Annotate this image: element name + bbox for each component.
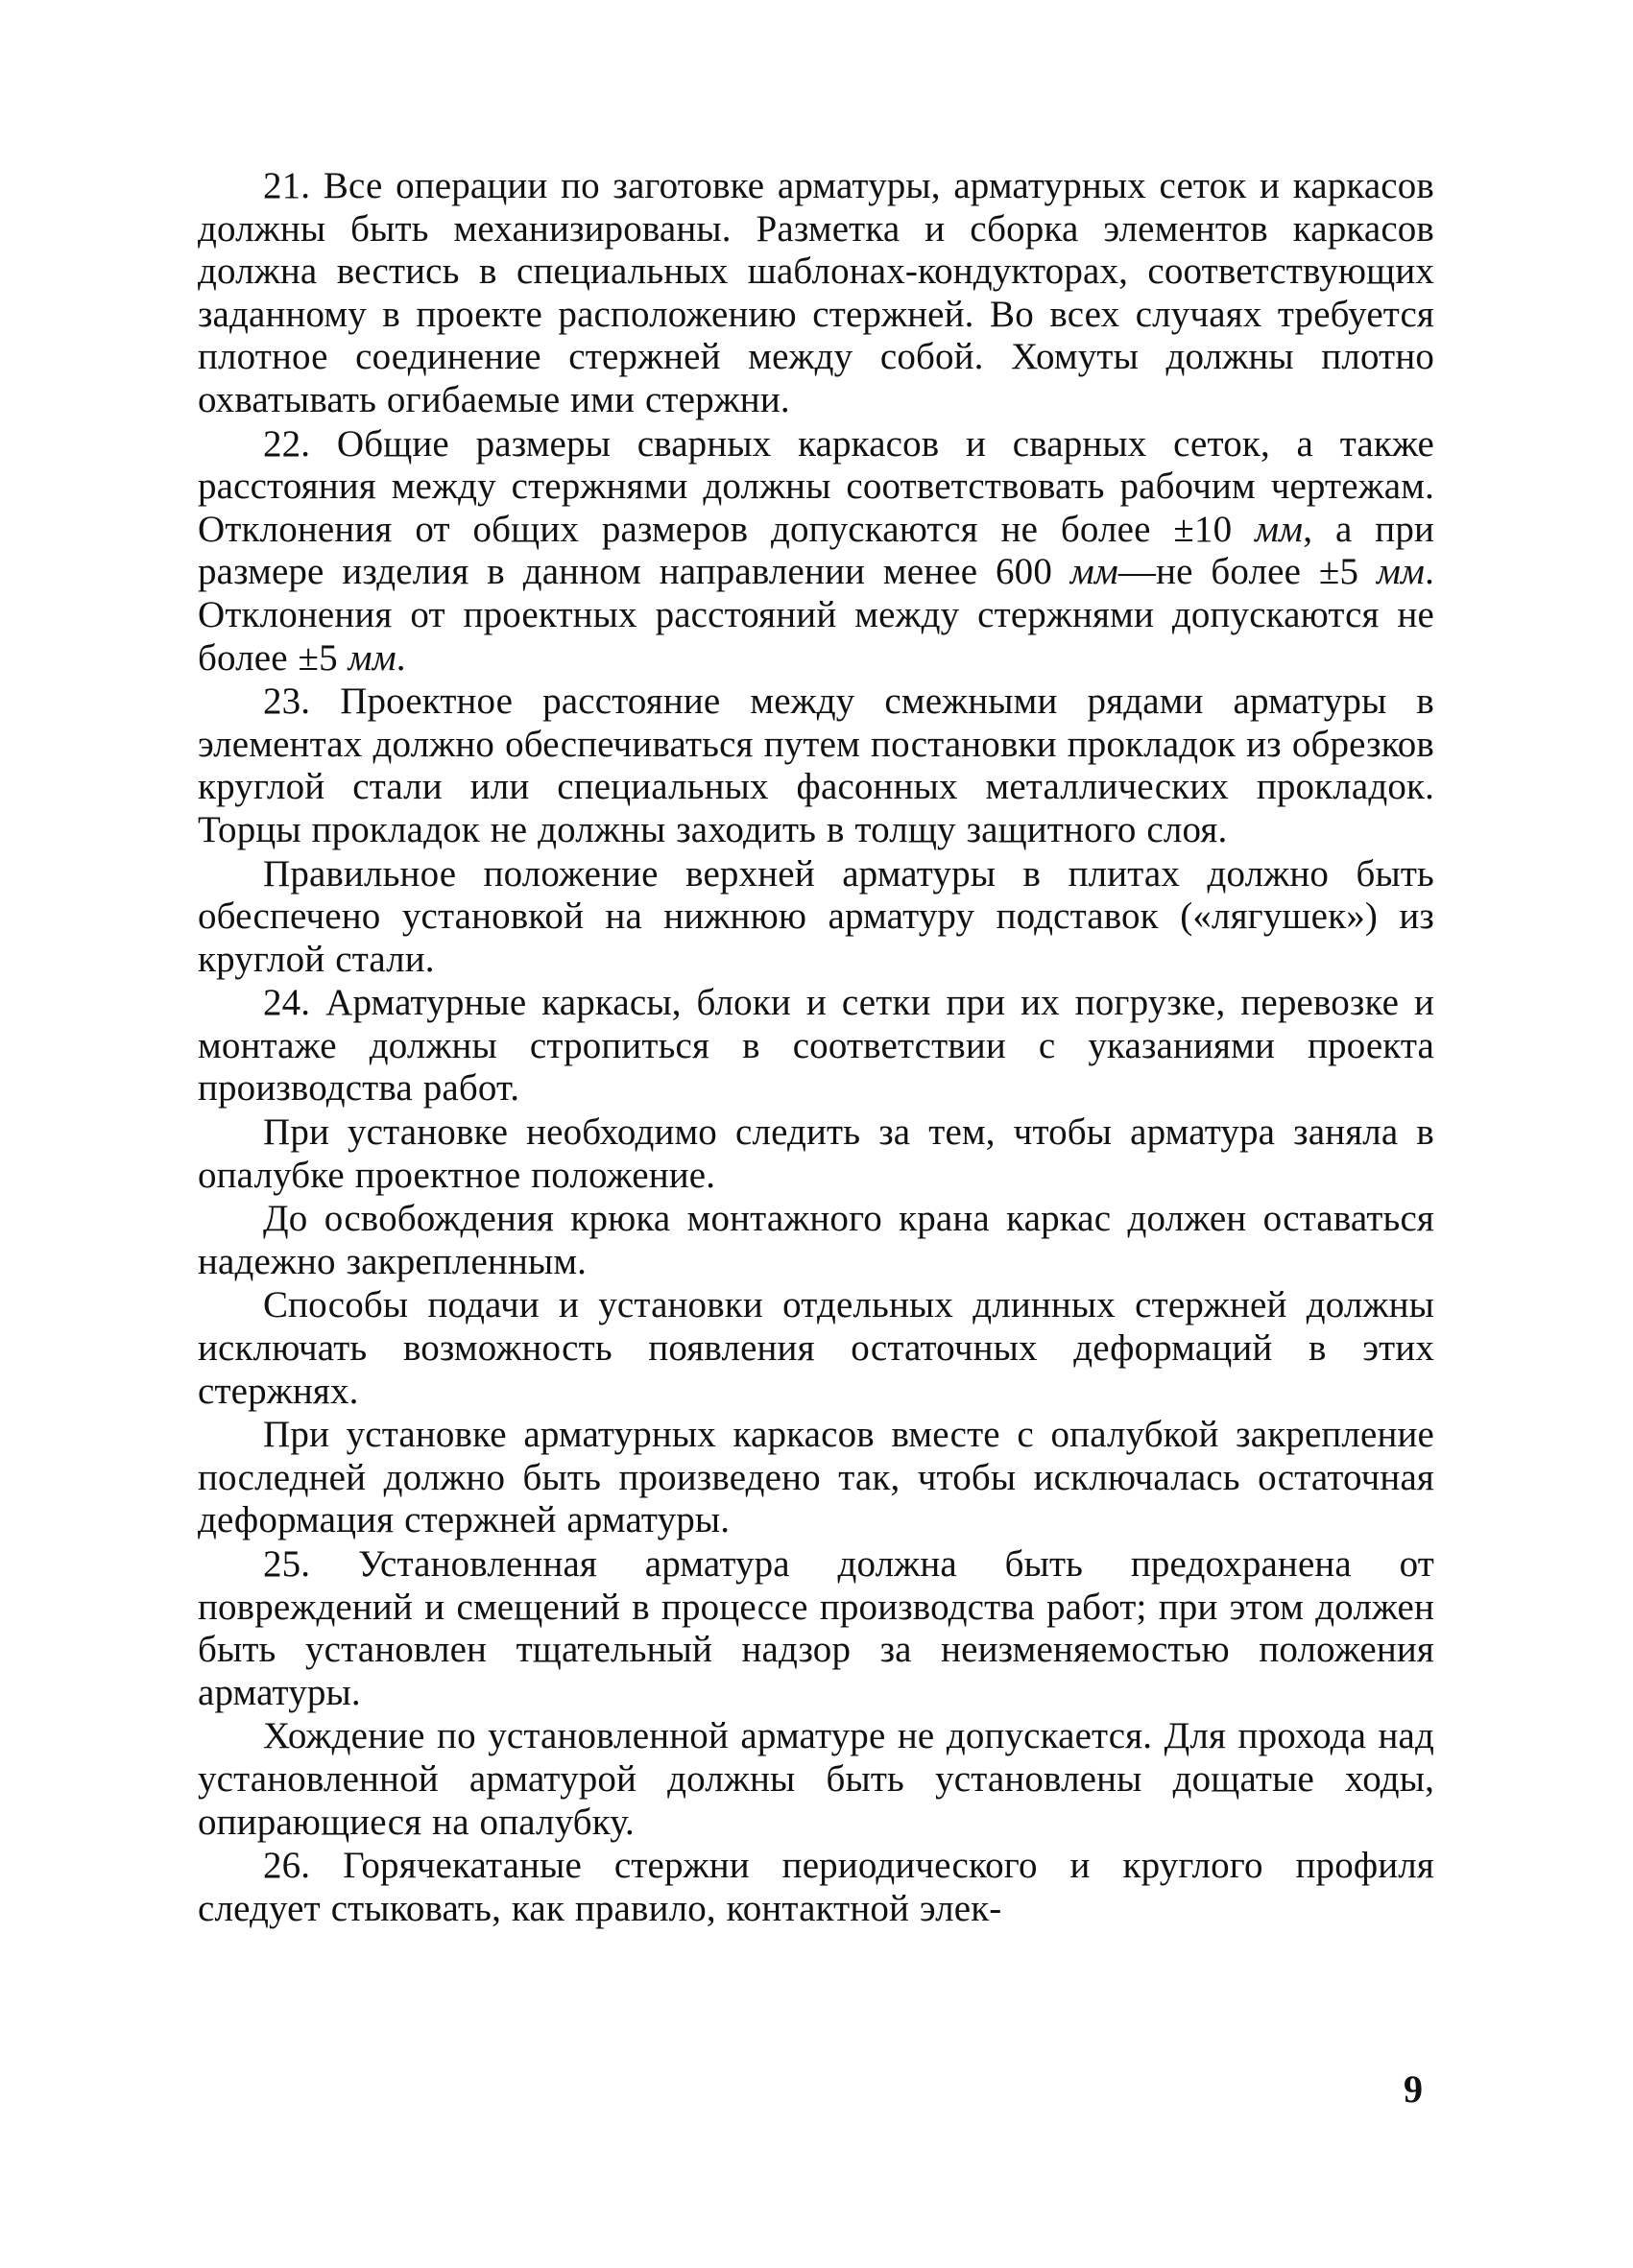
paragraph-text: Способы подачи и установки отдельных длинных стержней должны исключать возможность появления остаточных деформаций в этих стержнях. xyxy=(198,1284,1434,1412)
paragraph-24-long-bars xyxy=(198,1284,1434,1413)
paragraph-text: При установке необходимо следить за тем, чтобы арматура заняла в опалубке проектное положение. xyxy=(198,1111,1434,1196)
paragraph-24 xyxy=(198,982,1434,1110)
paragraph-text: 24. Арматурные каркасы, блоки и сетки при их погрузке, перевозке и монтаже должны стропиться в соответствии с указаниями проекта производства работ. xyxy=(198,982,1434,1110)
paragraph-text: При установке арматурных каркасов вместе с опалубкой закрепление последней должно быть произведено так, чтобы исключалась остаточная деформация стержней арматуры. xyxy=(198,1414,1434,1541)
paragraph-22 xyxy=(198,423,1434,680)
paragraph-25 xyxy=(198,1543,1434,1714)
paragraph-24-formwork xyxy=(198,1414,1434,1542)
paragraph-text: Хождение по установленной арматуре не допускается. Для прохода над установленной арматурой должны быть установлены дощатые ходы, опирающиеся на опалубку. xyxy=(198,1715,1434,1843)
unit-mm: мм xyxy=(1069,551,1118,593)
unit-mm: мм xyxy=(1255,508,1304,550)
paragraph-26 xyxy=(198,1845,1434,1930)
paragraph-23 xyxy=(198,680,1434,851)
body-text xyxy=(198,165,1434,1931)
paragraph-text: 21. Все операции по заготовке арматуры, арматурных сеток и каркасов должны быть механизированы. Разметка и сборка элементов каркасов должна вестись в специальных шаблонах-кондукторах, соответствующих заданному в проекте расположению стержней. Во всех случаях требуется плотное соединение стержней между собой. Хомуты должны плотно охватывать огибаемые ими стержни. xyxy=(198,165,1434,420)
paragraph-text: До освобождения крюка монтажного крана каркас должен оставаться надежно закрепленным. xyxy=(198,1198,1434,1282)
paragraph-24-crane xyxy=(198,1198,1434,1283)
paragraph-text: 25. Установленная арматура должна быть предохранена от повреждений и смещений в процессе производства работ; при этом должен быть установлен тщательный надзор за неизменяемостью положения арматуры. xyxy=(198,1543,1434,1713)
paragraph-21 xyxy=(198,165,1434,422)
paragraph-text: , а при размере изделия в данном направлении менее 600 xyxy=(198,508,1434,593)
paragraph-23-continued xyxy=(198,853,1434,982)
paragraph-24-installation xyxy=(198,1111,1434,1197)
paragraph-text: 26. Горячекатаные стержни периодического и круглого профиля следует стыковать, как правило, контактной элек- xyxy=(198,1845,1434,1929)
paragraph-25-walking xyxy=(198,1715,1434,1844)
paragraph-text: . Отклонения от проектных расстояний между стержнями допускаются не более ±5 xyxy=(198,551,1434,679)
paragraph-text: Правильное положение верхней арматуры в плитах должно быть обеспечено установкой на нижнюю арматуру подставок («лягушек») из круглой стали. xyxy=(198,852,1434,980)
paragraph-text: . xyxy=(396,636,406,679)
paragraph-text: 22. Общие размеры сварных каркасов и сварных сеток, а также расстояния между стержнями должны соответствовать рабочим чертежам. Отклонения от общих размеров допускаются не более ±10 xyxy=(198,422,1434,550)
paragraph-text: 23. Проектное расстояние между смежными рядами арматуры в элементах должно обеспечиваться путем постановки прокладок из обрезков круглой стали или специальных фасонных металлических прокладок. Торцы прокладок не должны заходить в толщу защитного слоя. xyxy=(198,680,1434,850)
paragraph-text: —не более ±5 xyxy=(1117,551,1377,593)
page-number: 9 xyxy=(1404,2067,1423,2111)
unit-mm: мм xyxy=(348,636,396,679)
unit-mm: мм xyxy=(1377,551,1426,593)
